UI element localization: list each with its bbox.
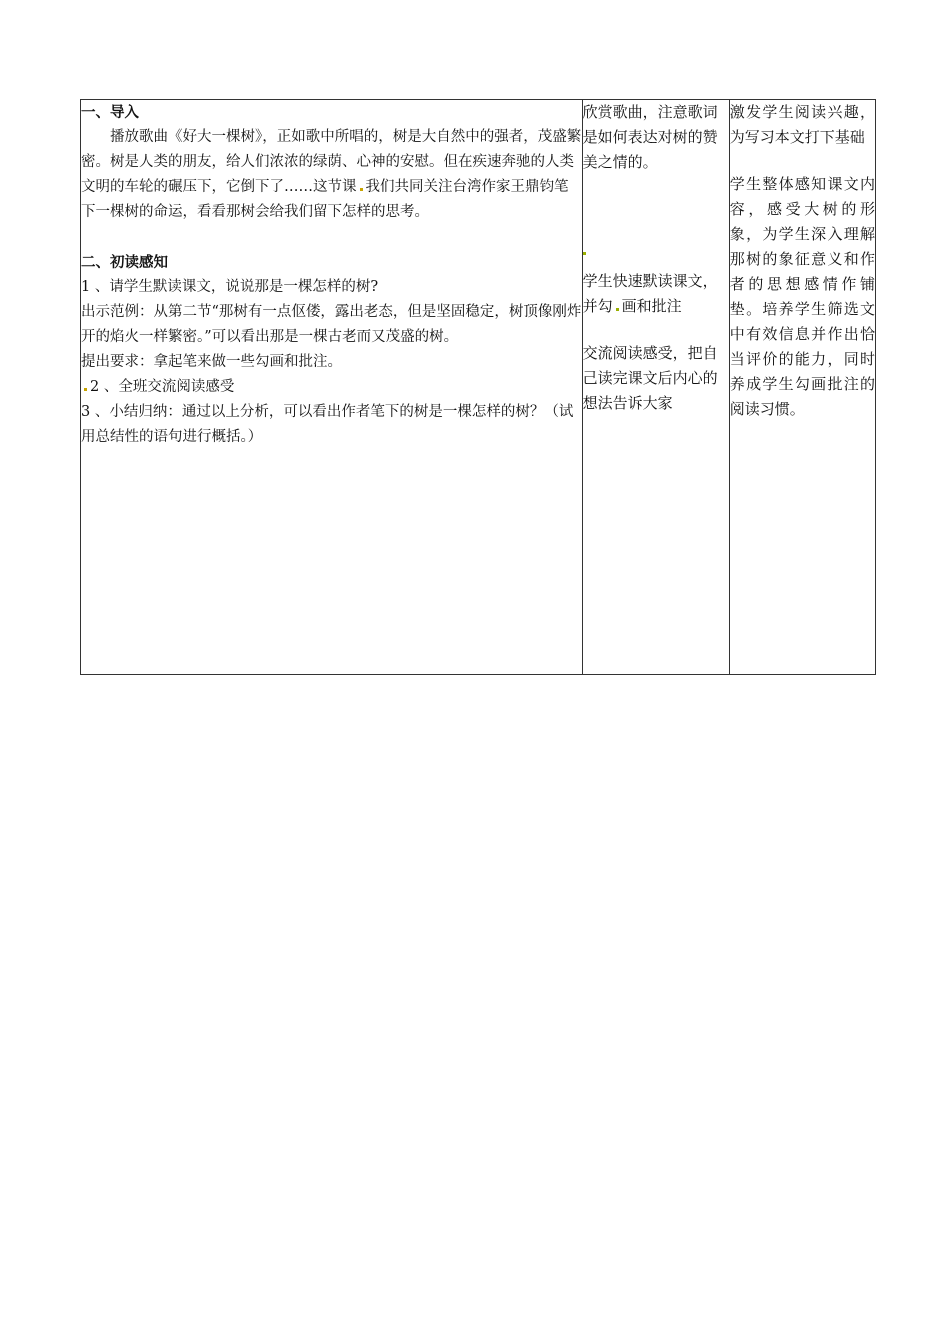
- intro-paragraph: [81, 125, 582, 225]
- reading-item-3: 3 、小结归纳：通过以上分析，可以看出作者笔下的树是一棵怎样的树？（试用总结性的语句进行概括。）: [81, 404, 574, 445]
- activity-cell: [81, 100, 583, 675]
- spacer: [583, 319, 729, 341]
- design-intent-2: 学生整体感知课文内容，感受大树的形象，为学生深入理解那树的象征意义和作者的思想感情作铺垫。培养学生筛选文中有效信息并作出恰当评价的能力，同时养成学生勾画批注的阅读习惯。: [729, 175, 875, 418]
- section-heading-reading: 二、初读感知: [81, 254, 168, 271]
- spacer: [583, 175, 729, 200]
- annotation-mark: [616, 308, 619, 311]
- spacer: [583, 200, 729, 225]
- spacer: [730, 150, 875, 172]
- design-intent-cell: [729, 100, 875, 675]
- reading-item-2: 2 、全班交流阅读感受: [90, 379, 235, 395]
- student-activity-2: [583, 269, 729, 319]
- student-activity-2a: 学生快速默读课文，并勾: [582, 272, 718, 315]
- reading-example: 出示范例：从第二节“那树有一点伛偻，露出老态，但是坚固稳定，树顶像刚炸开的焰火一样繁密。”可以看出那是一棵古老而又茂盛的树。: [81, 304, 582, 345]
- student-activity-1: 欣赏歌曲，注意歌词是如何表达对树的赞美之情的。: [582, 103, 718, 171]
- spacer: [583, 225, 729, 250]
- annotation-mark: [84, 388, 87, 391]
- student-activity-cell: [582, 100, 729, 675]
- intro-text-b: 我们共同关注台湾作家王鼎钧笔下一棵树的命运，看看那树会给我们留下怎样的思考。: [81, 179, 569, 220]
- reading-item-2-row: [81, 375, 582, 400]
- spacer: [81, 225, 582, 250]
- annotation-mark: [360, 188, 363, 191]
- spacer: [583, 255, 729, 269]
- table-row: [81, 100, 876, 675]
- section-heading-intro: 一、导入: [81, 104, 139, 121]
- intro-text-a: 播放歌曲《好大一棵树》，正如歌中所唱的，树是大自然中的强者，茂盛繁密。树是人类的朋友，给人们浓浓的绿荫、心神的安慰。但在疾速奔驰的人类文明的车轮的碾压下，它倒下了……这节课: [81, 129, 582, 195]
- student-activity-3: 交流阅读感受，把自己读完课文后内心的想法告诉大家: [582, 344, 718, 412]
- student-activity-2b: 画和批注: [621, 297, 682, 315]
- reading-requirement: 提出要求：拿起笔来做一些勾画和批注。: [81, 354, 342, 370]
- design-intent-1: 激发学生阅读兴趣，为写习本文打下基础: [729, 103, 875, 146]
- lesson-plan-table: [80, 99, 876, 675]
- reading-item-1: 1 、请学生默读课文，说说那是一棵怎样的树?: [81, 279, 379, 295]
